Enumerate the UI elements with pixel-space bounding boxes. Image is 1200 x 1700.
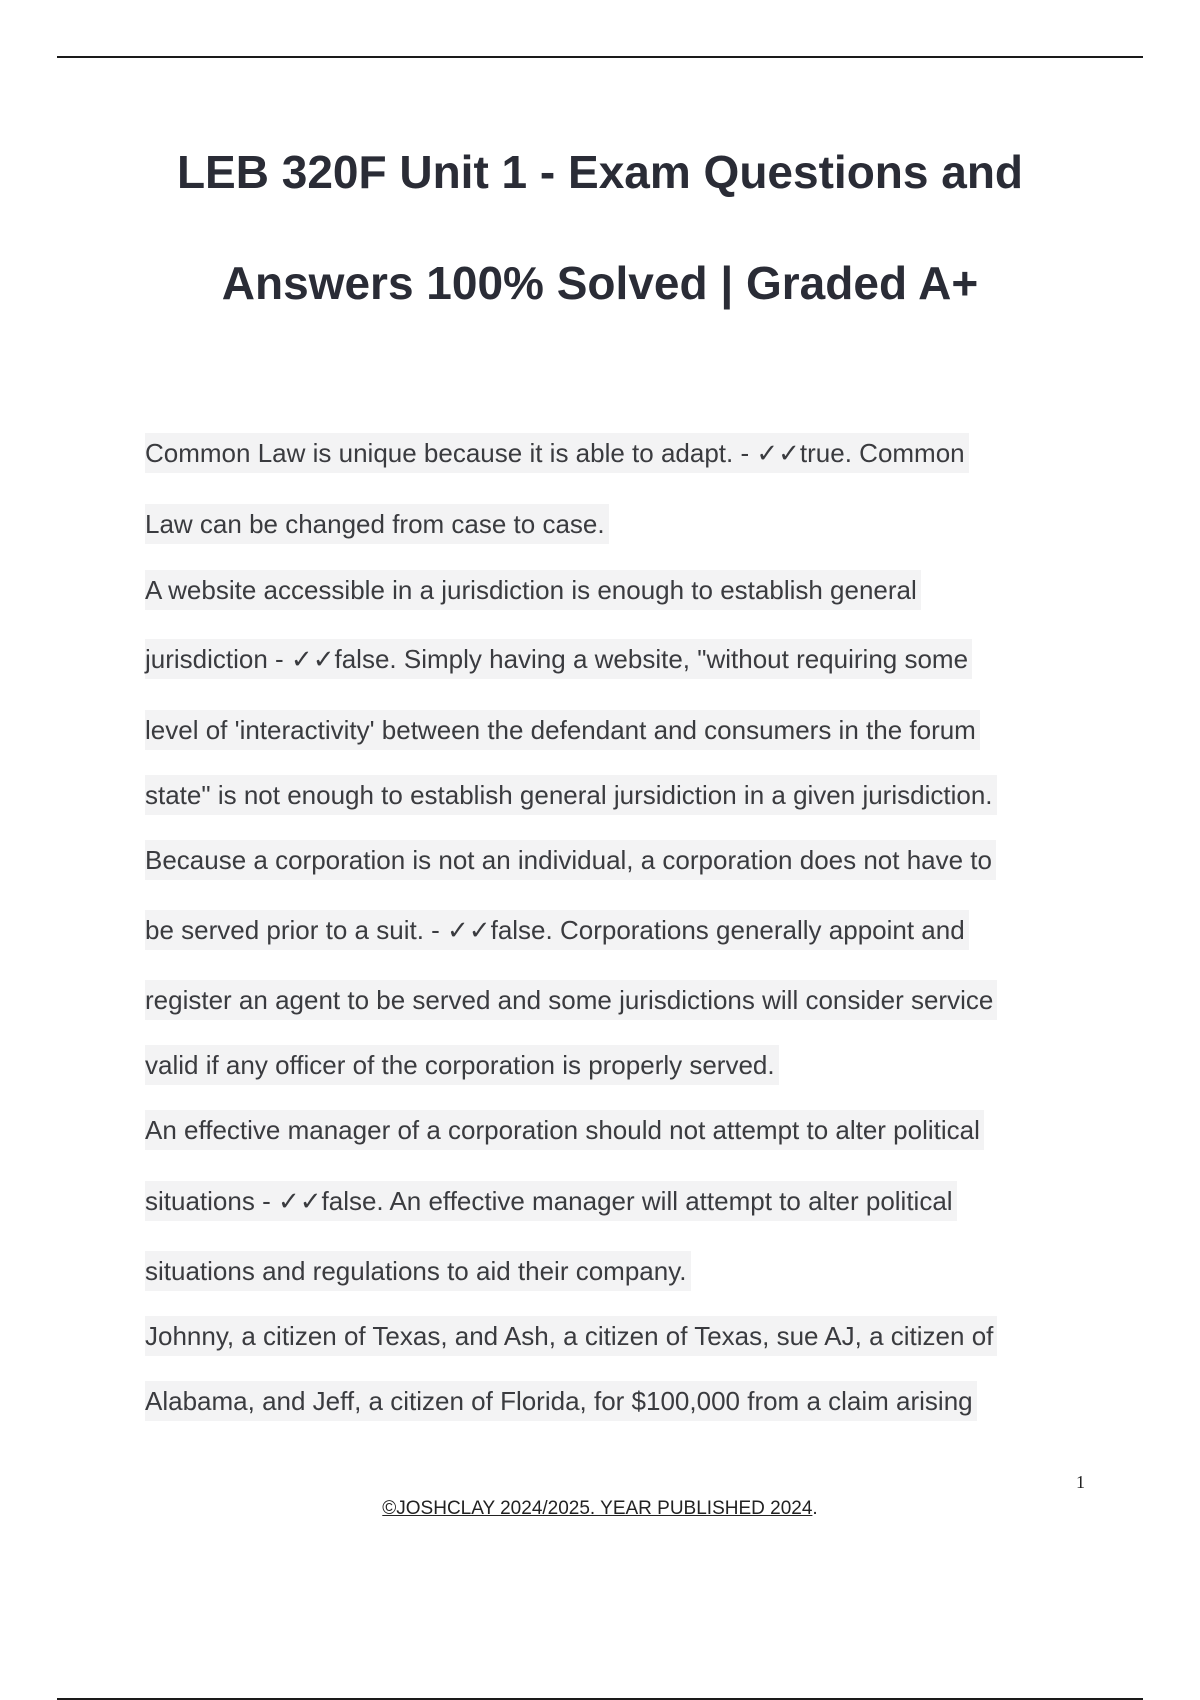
footer-period: . — [812, 1498, 818, 1519]
body-line: level of 'interactivity' between the defendant and consumers in the forum — [145, 710, 980, 750]
body-line: be served prior to a suit. - ✓✓false. Corporations generally appoint and — [145, 910, 969, 950]
body-line: An effective manager of a corporation should not attempt to alter political — [145, 1110, 984, 1150]
body-line: state" is not enough to establish general jursidiction in a given jurisdiction. — [145, 775, 997, 815]
body-line: Because a corporation is not an individual, a corporation does not have to — [145, 840, 996, 880]
body-line: Law can be changed from case to case. — [145, 504, 609, 544]
top-rule — [57, 56, 1143, 58]
body-line: situations and regulations to aid their company. — [145, 1251, 691, 1291]
body-line: Alabama, and Jeff, a citizen of Florida, for $100,000 from a claim arising — [145, 1381, 977, 1421]
footer — [0, 1498, 1200, 1520]
body-line: register an agent to be served and some jurisdictions will consider service — [145, 980, 997, 1020]
document-title-line-2: Answers 100% Solved | Graded A+ — [221, 257, 979, 309]
document-title-line-1: LEB 320F Unit 1 - Exam Questions and — [176, 146, 1024, 198]
body-line: valid if any officer of the corporation is properly served. — [145, 1045, 779, 1085]
body-line: situations - ✓✓false. An effective manager will attempt to alter political — [145, 1181, 957, 1221]
body-line: jurisdiction - ✓✓false. Simply having a website, "without requiring some — [145, 639, 972, 679]
body-line: Common Law is unique because it is able to adapt. - ✓✓true. Common — [145, 433, 969, 473]
body-line: A website accessible in a jurisdiction is enough to establish general — [145, 570, 921, 610]
footer-copyright: ©JOSHCLAY 2024/2025. YEAR PUBLISHED 2024 — [382, 1498, 813, 1519]
page-number: 1 — [1076, 1472, 1085, 1492]
body-line: Johnny, a citizen of Texas, and Ash, a citizen of Texas, sue AJ, a citizen of — [145, 1316, 997, 1356]
